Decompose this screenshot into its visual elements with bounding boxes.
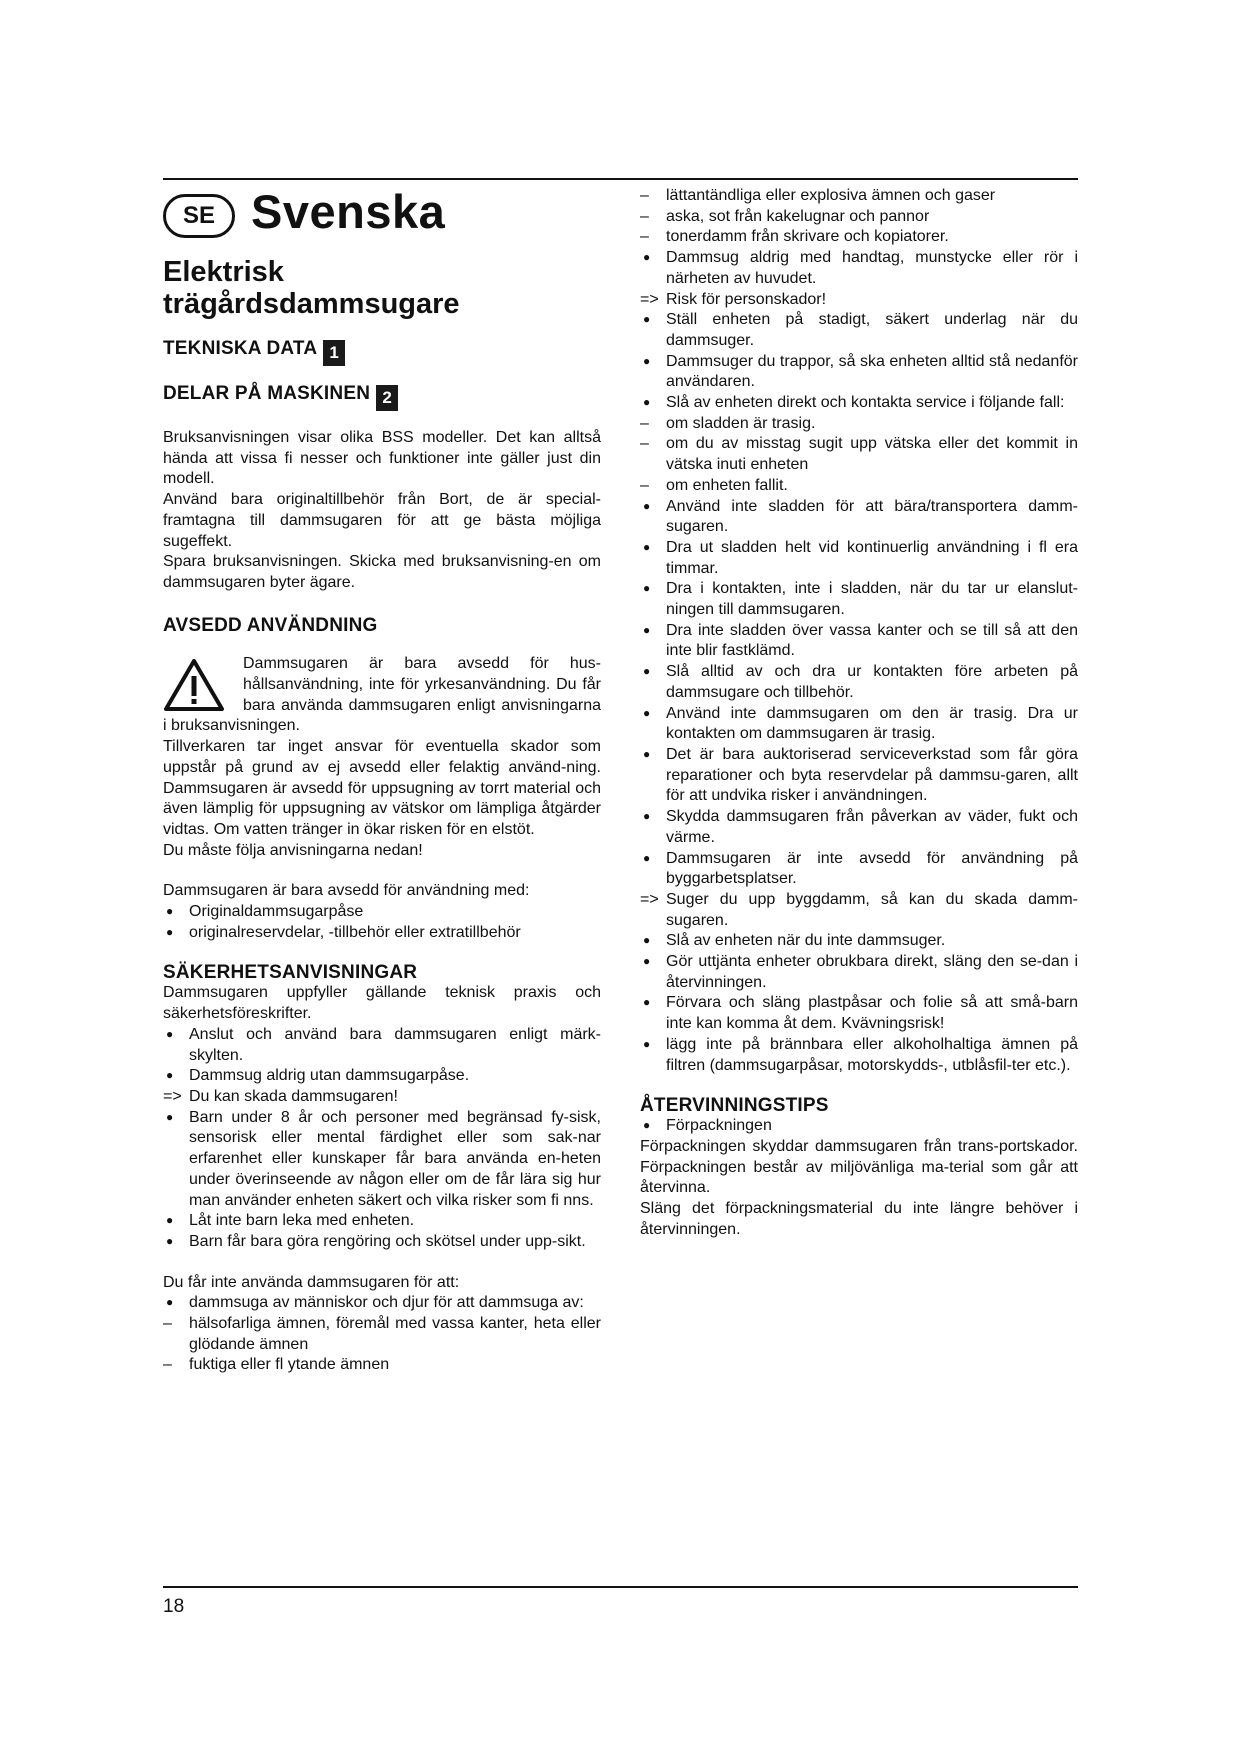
figure-1-badge: 1 (323, 340, 345, 366)
list-item: ● Originaldammsugarpåse (163, 902, 601, 923)
arrow-item: => Suger du upp byggdamm, så kan du skada damm-sugaren. (640, 890, 1078, 929)
document-title-line-2: trägårdsdammsugare (163, 288, 460, 320)
arrow-item: => Du kan skada dammsugaren! (163, 1087, 398, 1105)
warning-triangle-icon (163, 658, 225, 712)
not-use-intro: Du får inte använda dammsugaren för att: (163, 1273, 460, 1291)
list-item: ● Det är bara auktoriserad serviceverkstad som får göra reparationer och byta reservdelar på dammsu-garen, allt för att undvika risker i användningen. (640, 745, 1078, 807)
tech-data-heading: TEKNISKA DATA 1 (163, 338, 345, 366)
list-item: ● Slå alltid av och dra ur kontakten före arbeten på dammsugare och tillbehör. (640, 662, 1078, 703)
intro-paragraph-1: Bruksanvisningen visar olika BSS modeller. Det kan alltså hända att vissa fi nesser och funktioner inte gäller just din modell. (163, 429, 601, 488)
list-item: ● Förpackningen (640, 1116, 1078, 1137)
list-item: ● Barn under 8 år och personer med begränsad fy-sisk, sensorisk eller mental färdighet eller som sak-nar erfarenhet eller kunskaper får bara använda en-heten under överinseende av någon eller om de får lära sig hur man använder enheten säkert och vilka risker som fi nns. (163, 1108, 601, 1212)
list-item: ● Dra ut sladden helt vid kontinuerlig användning i fl era timmar. (640, 538, 1078, 579)
top-rule (163, 178, 1078, 180)
safety-intro: Dammsugaren uppfyller gällande teknisk praxis och säkerhetsföreskrifter. (163, 984, 601, 1023)
intended-with-intro: Dammsugaren är bara avsedd för användning med: (163, 882, 530, 900)
list-item: ● Använd inte sladden för att bära/transportera damm-sugaren. (640, 497, 1078, 538)
language-badge (163, 194, 235, 238)
list-item: ● Dammsugaren är inte avsedd för användning på byggarbetsplatser. (640, 849, 1078, 890)
dash-item: – tonerdamm från skrivare och kopiatorer. (640, 228, 949, 246)
list-item: ● lägg inte på brännbara eller alkoholhaltiga ämnen på filtren (dammsugarpåsar, motorskydds-, utblåsfil-ter etc.). (640, 1035, 1078, 1076)
safety-heading: SÄKERHETSANVISNINGAR (163, 962, 418, 984)
list-item: ● Använd inte dammsugaren om den är trasig. Dra ur kontakten om dammsugaren är trasig. (640, 704, 1078, 745)
list-item: ● Dammsug aldrig utan dammsugarpåse. (163, 1066, 601, 1087)
dash-item: – om sladden är trasig. (640, 414, 816, 432)
language-badge-text: SE (182, 202, 215, 229)
arrow-item: => Risk för personskador! (640, 290, 827, 308)
recycling-heading: ÅTERVINNINGSTIPS (640, 1095, 829, 1117)
document-title-line-1: Elektrisk (163, 256, 284, 288)
warning-block (163, 654, 601, 737)
list-item: ● Låt inte barn leka med enheten. (163, 1211, 601, 1232)
liability-paragraph: Tillverkaren tar inget ansvar för eventuella skador som uppstår på grund av ej avsedd eller felaktig använd-ning. Dammsugaren är avsedd för uppsugning av torrt material och även lämplig för uppsugning av vätskor om lämpliga åtgärder vidtas. Om vatten tränger in ökar risken för en elstöt. (163, 738, 601, 838)
intro-paragraph-3: Spara bruksanvisningen. Skicka med bruksanvisning-en om dammsugaren byter ägare. (163, 553, 601, 591)
recycling-paragraph-1: Förpackningen skyddar dammsugaren från trans-portskador. Förpackningen består av miljövänliga ma-terial som går att återvinna. (640, 1137, 1078, 1197)
document-title (163, 256, 460, 320)
list-item: ● Ställ enheten på stadigt, säkert underlag när du dammsuger. (640, 310, 1078, 351)
parts-heading: DELAR PÅ MASKINEN 2 (163, 383, 398, 411)
language-header (163, 185, 483, 242)
left-column (163, 428, 601, 1376)
list-item: ● originalreservdelar, -tillbehör eller extratillbehör (163, 923, 601, 944)
warning-text: Dammsugaren är bara avsedd för hus-hållsanvändning, inte för yrkesanvändning. Du får bara använda dammsugaren enligt anvisningarna i bruksanvisningen. (163, 655, 601, 735)
dash-item: – om enheten fallit. (640, 476, 788, 494)
language-title: Svenska (251, 185, 446, 238)
page-number: 18 (163, 1596, 185, 1617)
recycling-paragraph-2: Släng det förpackningsmaterial du inte längre behöver i återvinningen. (640, 1200, 1078, 1238)
list-item: ● Dra i kontakten, inte i sladden, när du tar ur elanslut-ningen till dammsugaren. (640, 579, 1078, 620)
follow-instructions: Du måste följa anvisningarna nedan! (163, 841, 423, 859)
list-item: ● Barn får bara göra rengöring och skötsel under upp-sikt. (163, 1232, 601, 1253)
list-item: ● dammsuga av människor och djur för att dammsuga av: (163, 1293, 601, 1314)
list-item: ● Förvara och släng plastpåsar och folie så att små-barn inte kan komma åt dem. Kvävningsrisk! (640, 993, 1078, 1034)
list-item: ● Dammsuger du trappor, så ska enheten alltid stå nedanför användaren. (640, 352, 1078, 393)
intro-paragraph-2: Använd bara originaltillbehör från Bort, de är special-framtagna till dammsugaren för att ge bästa möjliga sugeffekt. (163, 491, 601, 550)
dash-item: – aska, sot från kakelugnar och pannor (640, 207, 930, 225)
list-item: ● Skydda dammsugaren från påverkan av väder, fukt och värme. (640, 807, 1078, 848)
intended-use-heading: AVSEDD ANVÄNDNING (163, 614, 378, 636)
list-item: ● Anslut och använd bara dammsugaren enligt märk-skylten. (163, 1025, 601, 1066)
list-item: ● Dammsug aldrig med handtag, munstycke eller rör i närheten av huvudet. (640, 248, 1078, 289)
dash-item: – om du av misstag sugit upp vätska eller det kommit in vätska inuti enheten (640, 435, 1078, 474)
figure-2-badge: 2 (376, 385, 398, 411)
bottom-rule (163, 1586, 1078, 1588)
dash-item: – fuktiga eller fl ytande ämnen (163, 1356, 390, 1374)
dash-item: – hälsofarliga ämnen, föremål med vassa kanter, heta eller glödande ämnen (163, 1315, 601, 1353)
list-item: ● Slå av enheten när du inte dammsuger. (640, 931, 1078, 952)
dash-item: – lättantändliga eller explosiva ämnen och gaser (640, 187, 996, 204)
right-column (640, 186, 1078, 1240)
list-item: ● Dra inte sladden över vassa kanter och se till så att den inte blir fastklämd. (640, 621, 1078, 662)
list-item: ● Gör uttjänta enheter obrukbara direkt, släng den se-dan i återvinningen. (640, 952, 1078, 993)
list-item: ● Slå av enheten direkt och kontakta service i följande fall: (640, 393, 1078, 414)
